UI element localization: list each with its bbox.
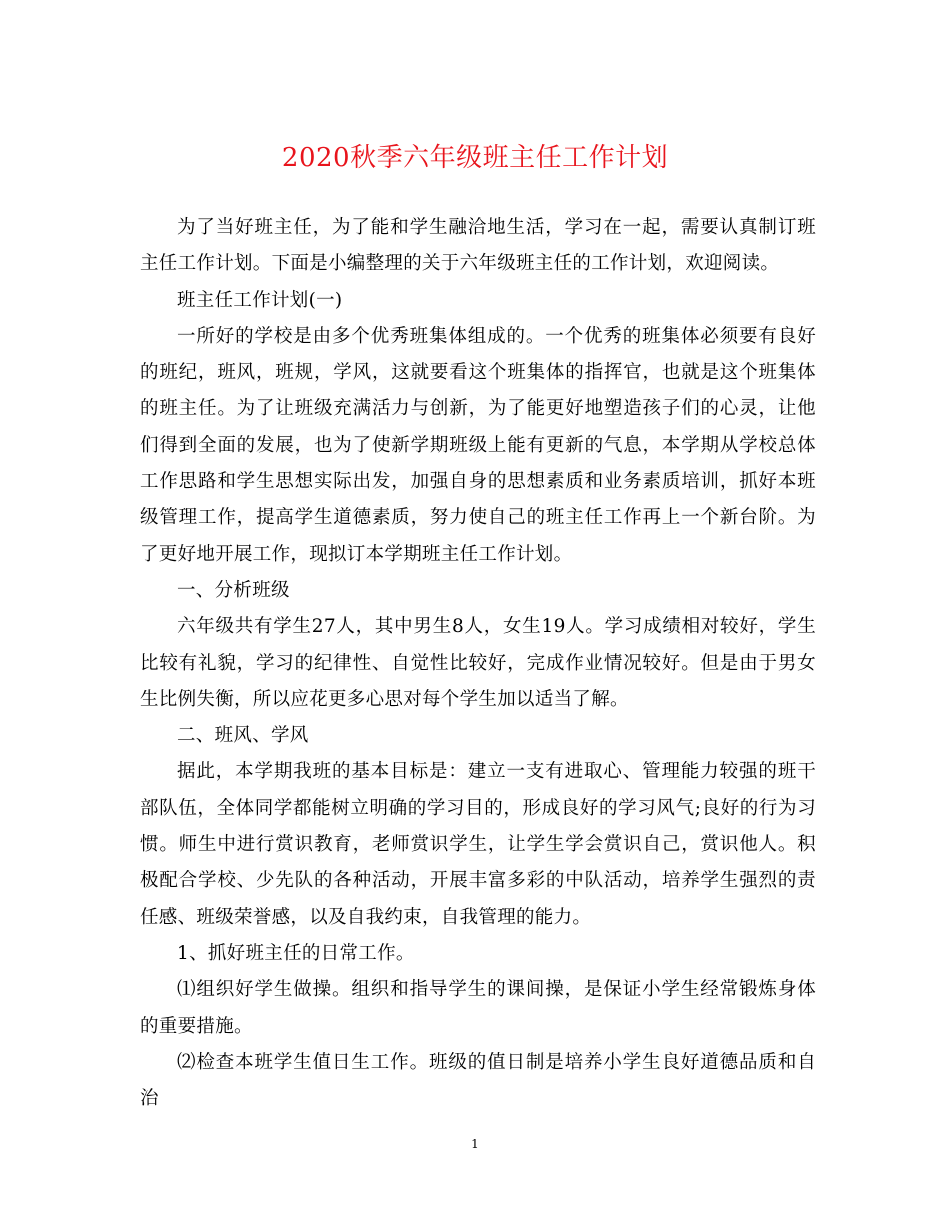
paragraph-exercise: ⑴组织好学生做操。组织和指导学生的课间操，是保证小学生经常锻炼身体的重要措施。: [140, 979, 816, 1037]
page-number: 1: [471, 1137, 479, 1151]
subheading-daily-work: 1、抓好班主任的日常工作。: [177, 942, 415, 964]
section-heading-plan-one: 班主任工作计划(一): [177, 289, 343, 311]
section-heading-class-style: 二、班风、学风: [177, 725, 309, 747]
section-heading-class-analysis: 一、分析班级: [177, 579, 290, 601]
document-title: 2020秋季六年级班主任工作计划: [281, 143, 669, 173]
paragraph-overview: 一所好的学校是由多个优秀班集体组成的。一个优秀的班集体必须要有良好的班纪，班风，班规，学风，这就要看这个班集体的指挥官，也就是这个班集体的班主任。为了让班级充满活力与创新，为了能更好地塑造孩子们的心灵，让他们得到全面的发展，也为了使新学期班级上能有更新的气息，本学期从学校总体工作思路和学生思想实际出发，加强自身的思想素质和业务素质培训，抓好本班级管理工作，提高学生道德素质，努力使自己的班主任工作再上一个新台阶。为了更好地开展工作，现拟订本学期班主任工作计划。: [140, 325, 816, 565]
document-body: [140, 210, 816, 1117]
paragraph-intro: 为了当好班主任，为了能和学生融洽地生活，学习在一起，需要认真制订班主任工作计划。下面是小编整理的关于六年级班主任的工作计划，欢迎阅读。: [140, 217, 816, 275]
paragraph-class-analysis: 六年级共有学生27人，其中男生8人，女生19人。学习成绩相对较好，学生比较有礼貌，学习的纪律性、自觉性比较好，完成作业情况较好。但是由于男女生比例失衡，所以应花更多心思对每个学生加以适当了解。: [140, 616, 816, 710]
paragraph-goals: 据此，本学期我班的基本目标是：建立一支有进取心、管理能力较强的班干部队伍，全体同学都能树立明确的学习目的，形成良好的学习风气;良好的行为习惯。师生中进行赏识教育，老师赏识学生，让学生学会赏识自己，赏识他人。积极配合学校、少先队的各种活动，开展丰富多彩的中队活动，培养学生强烈的责任感、班级荣誉感，以及自我约束，自我管理的能力。: [140, 761, 816, 928]
paragraph-duty-check: ⑵检查本班学生值日生工作。班级的值日制是培养小学生良好道德品质和自治: [140, 1051, 816, 1110]
